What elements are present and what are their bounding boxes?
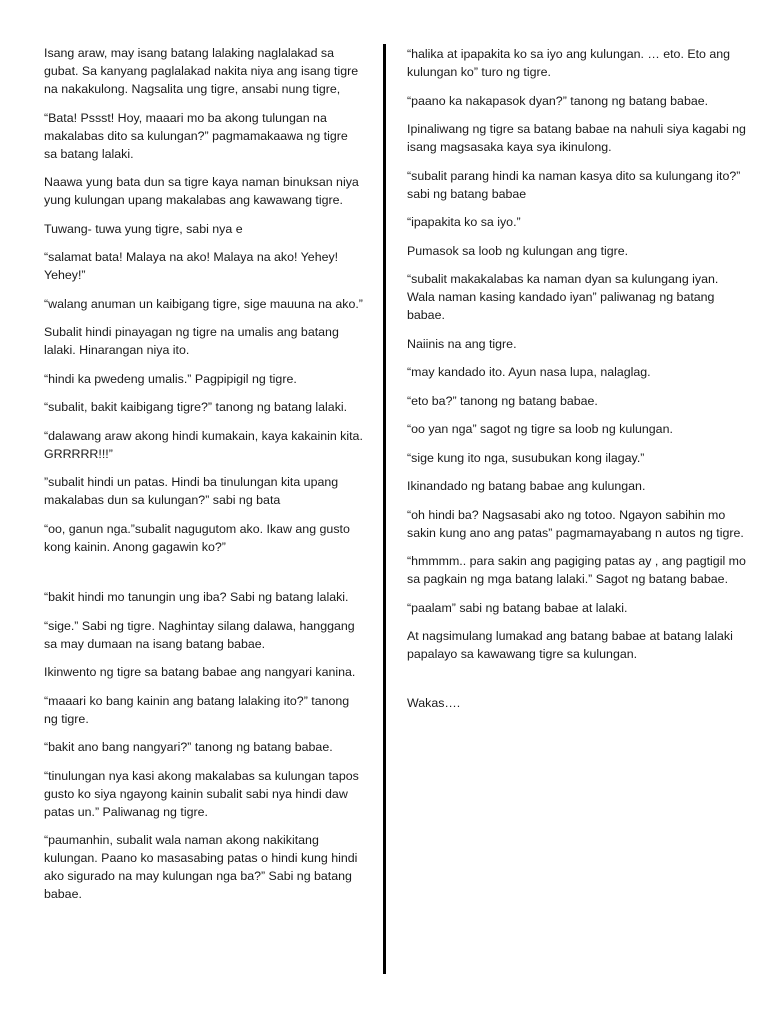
- paragraph: “oo yan nga” sagot ng tigre sa loob ng kulungan.: [407, 422, 673, 436]
- paragraph: Ikinandado ng batang babae ang kulungan.: [407, 479, 646, 493]
- paragraph: Naawa yung bata dun sa tigre kaya naman binuksan niya yung kulungan upang makalabas ang kawawang tigre.: [44, 175, 359, 207]
- paragraph: “salamat bata! Malaya na ako! Malaya na ako! Yehey! Yehey!”: [44, 250, 339, 282]
- paragraph: “Bata! Pssst! Hoy, maaari mo ba akong tulungan na makalabas dito sa kulungan?” pagmamakaawa ng tigre sa batang lalaki.: [44, 110, 348, 161]
- paragraph: “eto ba?” tanong ng batang babae.: [407, 393, 598, 408]
- paragraph: “paalam” sabi ng batang babae at lalaki.: [407, 600, 628, 615]
- paragraph: “oh hindi ba? Nagsasabi ako ng totoo. Ngayon sabihin mo sakin kung ano ang patas” pagmamayabang n autos ng tigre.: [407, 507, 744, 540]
- paragraph: “subalit, bakit kaibigang tigre?” tanong ng batang lalaki.: [44, 400, 348, 414]
- paragraph: “bakit hindi mo tanungin ung iba? Sabi ng batang lalaki.: [44, 590, 349, 604]
- paragraph: “walang anuman un kaibigang tigre, sige mauuna na ako.”: [44, 296, 363, 311]
- paragraph: Naiinis na ang tigre.: [407, 336, 517, 351]
- right-column: [387, 0, 768, 1024]
- paragraph: “dalawang araw akong hindi kumakain, kaya kakainin kita. GRRRRR!!!”: [44, 428, 363, 461]
- paragraph: “oo, ganun nga.”subalit nagugutom ako. Ikaw ang gusto kong kainin. Anong gagawin ko?”: [44, 521, 350, 554]
- paragraph: At nagsimulang lumakad ang batang babae at batang lalaki papalayo sa kawawang tigre sa kulungan.: [407, 629, 733, 661]
- paragraph: “ipapakita ko sa iyo.”: [407, 215, 521, 229]
- blank-line: [44, 566, 364, 588]
- paragraph: “sige.” Sabi ng tigre. Naghintay silang dalawa, hanggang sa may dumaan na isang batang babae.: [44, 618, 355, 651]
- paragraph: “maaari ko bang kainin ang batang lalaking ito?” tanong ng tigre.: [44, 693, 350, 726]
- paragraph: “paumanhin, subalit wala naman akong nakikitang kulungan. Paano ko masasabing patas o hindi kung hindi ako sigurado na may kulungan nga ba?” Sabi ng batang babae.: [44, 833, 358, 901]
- paragraph: Subalit hindi pinayagan ng tigre na umalis ang batang lalaki. Hinarangan niya ito.: [44, 325, 339, 357]
- paragraph: “paano ka nakapasok dyan?” tanong ng batang babae.: [407, 93, 709, 108]
- paragraph: “tinulungan nya kasi akong makalabas sa kulungan tapos gusto ko siya ngayong kainin subalit sabi nya hindi daw patas un.” Paliwanag ng tigre.: [44, 768, 359, 819]
- paragraph: Tuwang- tuwa yung tigre, sabi nya e: [44, 221, 243, 236]
- column-divider: [383, 44, 386, 974]
- paragraph: “hindi ka pwedeng umalis.” Pagpipigil ng tigre.: [44, 371, 297, 386]
- paragraph: ”subalit hindi un patas. Hindi ba tinulungan kita upang makalabas dun sa kulungan?” sabi ng bata: [44, 475, 339, 507]
- closing-word: Wakas….: [407, 695, 461, 710]
- paragraph: Ipinaliwang ng tigre sa batang babae na nahuli siya kagabi ng isang magsasaka kaya sya ikinulong.: [407, 122, 746, 154]
- paragraph: “subalit parang hindi ka naman kasya dito sa kulungang ito?” sabi ng batang babae: [407, 168, 741, 201]
- paragraph: “hmmmm.. para sakin ang pagiging patas ay , ang pagtigil mo sa pagkain ng mga batang lalaki.” Sagot ng batang babae.: [407, 554, 746, 586]
- paragraph: “subalit makakalabas ka naman dyan sa kulungang iyan. Wala naman kasing kandado iyan” paliwanag ng batang babae.: [407, 272, 719, 322]
- paragraph: Pumasok sa loob ng kulungan ang tigre.: [407, 243, 629, 258]
- paragraph: “bakit ano bang nangyari?” tanong ng batang babae.: [44, 740, 333, 754]
- paragraph: “may kandado ito. Ayun nasa lupa, nalaglag.: [407, 365, 651, 379]
- paragraph: “halika at ipapakita ko sa iyo ang kulungan. … eto. Eto ang kulungan ko” turo ng tigre.: [407, 47, 731, 79]
- paragraph: “sige kung ito nga, susubukan kong ilagay.”: [407, 450, 645, 465]
- blank-line: [407, 674, 748, 694]
- paragraph: Ikinwento ng tigre sa batang babae ang nangyari kanina.: [44, 665, 356, 679]
- paragraph: Isang araw, may isang batang lalaking naglalakad sa gubat. Sa kanyang paglalakad nakita niya ang isang tigre na nakakulong. Nagsalita ung tigre, ansabi nung tigre,: [44, 46, 359, 96]
